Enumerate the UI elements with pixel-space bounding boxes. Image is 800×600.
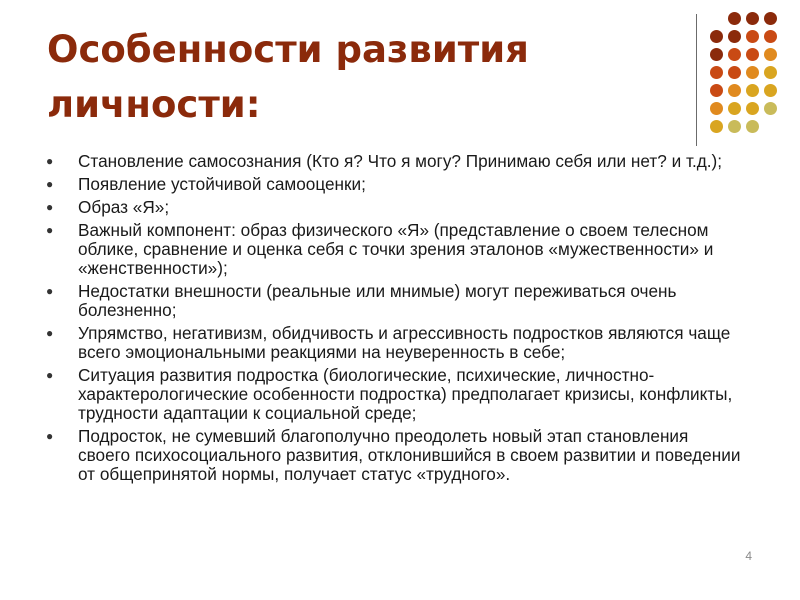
decorative-dot — [728, 84, 741, 97]
decorative-dot — [728, 48, 741, 61]
decorative-dot — [764, 84, 777, 97]
decorative-dot — [710, 120, 723, 133]
bullet-icon: ● — [46, 177, 54, 191]
list-item: ● Появление устойчивой самооценки; — [46, 174, 366, 194]
list-item: ● Упрямство, негативизм, обидчивость и агрессивность подростков являются чаще всего эмоциональными реакциями на неуверенность в себе; — [46, 323, 731, 362]
decorative-dot — [728, 120, 741, 133]
bullet-icon: ● — [46, 326, 54, 340]
bullet-icon: ● — [46, 223, 54, 237]
decorative-dot — [746, 84, 759, 97]
decorative-dot — [728, 12, 741, 25]
decorative-dot — [746, 30, 759, 43]
list-item: ● Становление самосознания (Кто я? Что я могу? Принимаю себя или нет? и т.д.); — [46, 151, 723, 171]
list-item: ● Недостатки внешности (реальные или мнимые) могут переживаться очень болезненно; — [46, 281, 677, 320]
slide-title: Особенности развития личности: — [47, 28, 529, 126]
decorative-dot — [746, 12, 759, 25]
decorative-dot — [710, 102, 723, 115]
list-item: ● Важный компонент: образ физического «Я» (представление о своем телесном облике, сравнение и оценка себя с точки зрения эталонов «мужественности» и «женственности»); — [46, 220, 714, 278]
slide-number: 4 — [745, 549, 752, 563]
decorative-dot — [728, 102, 741, 115]
bullet-list — [44, 152, 744, 488]
decorative-dot — [710, 30, 723, 43]
decorative-dot — [764, 12, 777, 25]
decorative-dot — [746, 48, 759, 61]
bullet-icon: ● — [46, 284, 54, 298]
decorative-dot — [764, 66, 777, 79]
decorative-dot — [746, 120, 759, 133]
list-item: ● Ситуация развития подростка (биологические, психические, личностно-характерологические особенности подростка) предполагает кризисы, конфликты, трудности адаптации к социальной среде; — [46, 365, 733, 423]
decorative-dot — [710, 48, 723, 61]
bullet-icon: ● — [46, 200, 54, 214]
bullet-icon: ● — [46, 429, 54, 443]
list-item: ● Подросток, не сумевший благополучно преодолеть новый этап становления своего психосоциального развития, отклонившийся в своем развитии и поведении от общепринятой нормы, получает статус «трудного». — [46, 426, 741, 484]
decorative-dot — [710, 66, 723, 79]
decorative-dot — [746, 102, 759, 115]
bullet-icon: ● — [46, 368, 54, 382]
decorative-dot — [710, 84, 723, 97]
decorative-dot — [746, 66, 759, 79]
divider-line — [696, 14, 697, 146]
bullet-icon: ● — [46, 154, 54, 168]
decorative-dot — [728, 66, 741, 79]
decorative-dot — [728, 30, 741, 43]
decorative-dot — [764, 30, 777, 43]
decorative-dot — [764, 48, 777, 61]
list-item: ● Образ «Я»; — [46, 197, 170, 217]
decorative-dot — [764, 102, 777, 115]
